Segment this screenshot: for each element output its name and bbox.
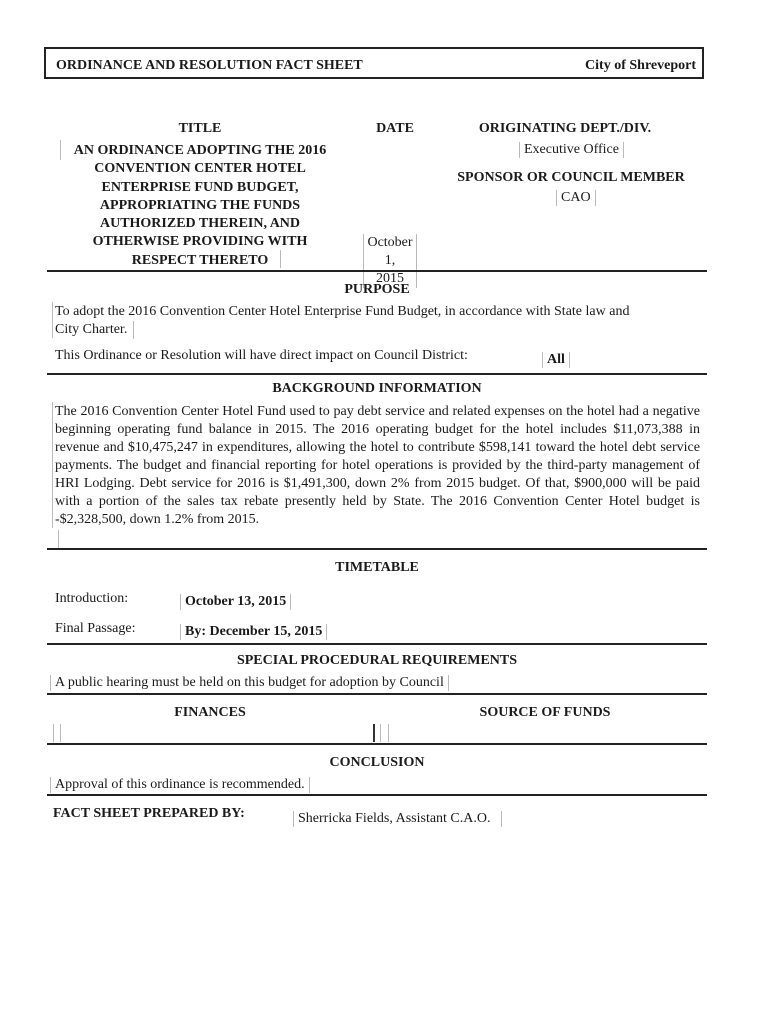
sponsor-label: SPONSOR OR COUNCIL MEMBER — [457, 170, 685, 185]
finances-field-marker — [53, 724, 54, 742]
title-line: AUTHORIZED THEREIN, AND — [99, 216, 301, 232]
section-divider — [47, 643, 707, 645]
sponsor-value: CAO — [556, 190, 596, 206]
background-heading: BACKGROUND INFORMATION — [272, 381, 482, 396]
prepared-by-label: FACT SHEET PREPARED BY: — [53, 806, 245, 821]
title-line: RESPECT THERETO — [131, 252, 269, 268]
field-marker — [52, 302, 53, 338]
section-divider — [47, 548, 707, 550]
title-label: TITLE — [178, 121, 222, 136]
date-line: October 1, — [367, 235, 413, 268]
background-text: The 2016 Convention Center Hotel Fund used to pay debt service and related expenses on the hotel had a negative beginning operating fund balance in 2015. The 2016 operating budget for the hotel includes $11,073,388 in revenue and $10,475,247 in expenditures, allowing the hotel to contribute $598,141 toward the hotel debt service payments. The budget and financial reporting for hotel operations is provided by the third-party management of HRI Lodging. Debt service for 2016 is $1,491,300, down 2% from 2015 budget. Of that, $900,000 will be paid with a portion of the sales tax rebate presently held by State. The 2016 Convention Center Hotel budget is -$2,328,500, down 1.2% from 2015. — [55, 404, 700, 527]
source-of-funds-heading: SOURCE OF FUNDS — [479, 705, 611, 720]
field-marker — [52, 402, 53, 528]
finances-field-marker — [60, 724, 61, 742]
title-line: ENTERPRISE FUND BUDGET, — [101, 179, 299, 195]
header-box — [44, 47, 704, 79]
dept-value: Executive Office — [519, 142, 624, 158]
section-divider — [47, 743, 707, 745]
prepared-by-name: Sherricka Fields, Assistant C.A.O. — [293, 811, 502, 827]
section-divider — [47, 270, 707, 272]
source-field-marker — [380, 724, 381, 742]
field-marker — [58, 530, 59, 548]
date-line: 2015 — [376, 271, 404, 286]
section-divider — [47, 794, 707, 796]
section-divider — [47, 693, 707, 695]
purpose-line: To adopt the 2016 Convention Center Hotel Enterprise Fund Budget, in accordance with State law and — [55, 304, 630, 319]
purpose-line: City Charter. — [55, 321, 134, 339]
special-requirements-heading: SPECIAL PROCEDURAL REQUIREMENTS — [236, 653, 518, 668]
document-title: ORDINANCE AND RESOLUTION FACT SHEET — [56, 58, 363, 73]
ordinance-title — [60, 142, 340, 270]
city-name: City of Shreveport — [585, 58, 696, 73]
special-requirements-text: A public hearing must be held on this budget for adoption by Council — [50, 675, 449, 691]
introduction-label: Introduction: — [55, 591, 129, 606]
timetable-heading: TIMETABLE — [335, 560, 419, 575]
conclusion-text: Approval of this ordinance is recommended. — [50, 777, 310, 793]
final-passage-label: Final Passage: — [55, 621, 136, 636]
section-divider — [47, 373, 707, 375]
purpose-text — [55, 303, 629, 339]
district-label: This Ordinance or Resolution will have direct impact on Council District: — [55, 348, 468, 363]
district-value: All — [542, 352, 570, 368]
column-separator — [373, 724, 375, 742]
title-line: APPROPRIATING THE FUNDS — [99, 197, 301, 213]
introduction-date: October 13, 2015 — [180, 594, 291, 610]
source-field-marker — [388, 724, 389, 742]
purpose-heading: PURPOSE — [344, 282, 410, 297]
final-passage-date: By: December 15, 2015 — [180, 624, 327, 640]
date-field — [363, 234, 417, 288]
date-label: DATE — [376, 121, 414, 136]
dept-label: ORIGINATING DEPT./DIV. — [478, 121, 652, 136]
title-line: AN ORDINANCE ADOPTING THE 2016 — [73, 143, 327, 158]
title-line: CONVENTION CENTER HOTEL — [94, 161, 306, 177]
finances-heading: FINANCES — [174, 705, 246, 720]
conclusion-heading: CONCLUSION — [329, 755, 425, 770]
field-marker — [280, 250, 281, 268]
title-line: OTHERWISE PROVIDING WITH — [92, 234, 308, 250]
